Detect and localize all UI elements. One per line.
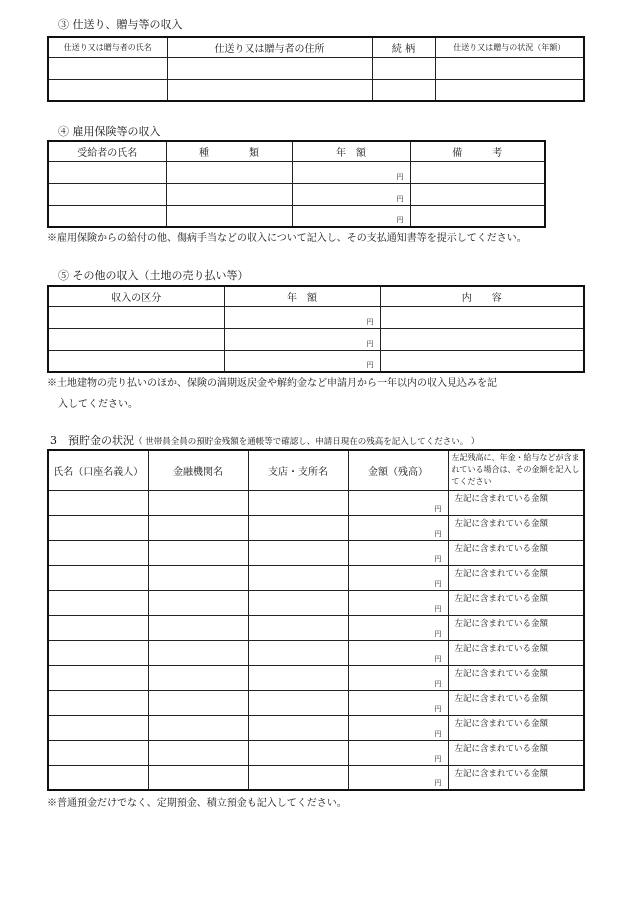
gifts-status-cell[interactable] bbox=[435, 57, 584, 79]
savings-bank-cell[interactable] bbox=[148, 540, 248, 565]
savings-balance-cell[interactable]: 円 bbox=[348, 690, 448, 715]
other-header-details: 内 容 bbox=[380, 286, 584, 306]
savings-balance-cell[interactable]: 円 bbox=[348, 540, 448, 565]
savings-holder-cell[interactable] bbox=[48, 515, 148, 540]
gifts-name-cell[interactable] bbox=[48, 79, 167, 101]
savings-bank-cell[interactable] bbox=[148, 690, 248, 715]
savings-branch-cell[interactable] bbox=[248, 690, 348, 715]
savings-branch-cell[interactable] bbox=[248, 640, 348, 665]
gifts-address-cell[interactable] bbox=[167, 57, 372, 79]
table-row bbox=[48, 306, 584, 328]
other-details-cell[interactable] bbox=[380, 350, 584, 372]
savings-included-cell[interactable]: 左記に含まれている金額 bbox=[448, 765, 584, 790]
savings-bank-cell[interactable] bbox=[148, 740, 248, 765]
savings-header-included: 左記残高に、年金・給与などが含まれている場合は、その金額を記入してください bbox=[448, 450, 584, 490]
ei-annual-cell[interactable]: 円 bbox=[292, 205, 410, 227]
gifts-address-cell[interactable] bbox=[167, 79, 372, 101]
savings-branch-cell[interactable] bbox=[248, 715, 348, 740]
table-row bbox=[48, 161, 545, 183]
savings-header-bank: 金融機関名 bbox=[148, 450, 248, 490]
savings-holder-cell[interactable] bbox=[48, 590, 148, 615]
table-row bbox=[48, 765, 584, 790]
savings-branch-cell[interactable] bbox=[248, 590, 348, 615]
employment-insurance-table bbox=[47, 140, 546, 228]
savings-balance-cell[interactable]: 円 bbox=[348, 615, 448, 640]
savings-balance-cell[interactable]: 円 bbox=[348, 765, 448, 790]
ei-annual-cell[interactable]: 円 bbox=[292, 183, 410, 205]
savings-branch-cell[interactable] bbox=[248, 515, 348, 540]
gifts-relation-cell[interactable] bbox=[372, 57, 435, 79]
other-category-cell[interactable] bbox=[48, 350, 224, 372]
savings-holder-cell[interactable] bbox=[48, 690, 148, 715]
savings-included-cell[interactable]: 左記に含まれている金額 bbox=[448, 640, 584, 665]
savings-bank-cell[interactable] bbox=[148, 640, 248, 665]
savings-bank-cell[interactable] bbox=[148, 715, 248, 740]
table-row bbox=[48, 183, 545, 205]
table-row bbox=[48, 690, 584, 715]
savings-title bbox=[50, 432, 479, 448]
gifts-header-relation: 続 柄 bbox=[372, 37, 435, 57]
savings-holder-cell[interactable] bbox=[48, 665, 148, 690]
other-annual-cell[interactable]: 円 bbox=[224, 350, 380, 372]
ei-recipient-cell[interactable] bbox=[48, 183, 166, 205]
savings-subtitle: （ 世帯員全員の預貯金残額を通帳等で確認し、申請日現在の残高を記入してください。 ） bbox=[134, 437, 480, 447]
savings-balance-cell[interactable]: 円 bbox=[348, 715, 448, 740]
ei-header-type: 種 類 bbox=[166, 141, 292, 161]
savings-header-branch: 支店・支所名 bbox=[248, 450, 348, 490]
savings-header-holder: 氏名（口座名義人） bbox=[48, 450, 148, 490]
other-category-cell[interactable] bbox=[48, 328, 224, 350]
savings-branch-cell[interactable] bbox=[248, 665, 348, 690]
savings-balance-cell[interactable]: 円 bbox=[348, 490, 448, 515]
ei-remarks-cell[interactable] bbox=[410, 161, 545, 183]
savings-branch-cell[interactable] bbox=[248, 615, 348, 640]
savings-balance-cell[interactable]: 円 bbox=[348, 640, 448, 665]
table-row bbox=[48, 328, 584, 350]
savings-included-cell[interactable]: 左記に含まれている金額 bbox=[448, 490, 584, 515]
savings-note: ※普通預金だけでなく、定期預金、積立預金も記入してください。 bbox=[47, 798, 347, 809]
table-row bbox=[48, 590, 584, 615]
table-row bbox=[48, 79, 584, 101]
table-row bbox=[48, 490, 584, 515]
other-income-note-line2: 入してください。 bbox=[58, 399, 138, 410]
savings-holder-cell[interactable] bbox=[48, 640, 148, 665]
savings-included-cell[interactable]: 左記に含まれている金額 bbox=[448, 615, 584, 640]
savings-bank-cell[interactable] bbox=[148, 490, 248, 515]
savings-bank-cell[interactable] bbox=[148, 565, 248, 590]
gifts-status-cell[interactable] bbox=[435, 79, 584, 101]
table-row bbox=[48, 715, 584, 740]
savings-title-main: 3 預貯金の状況 bbox=[50, 434, 134, 447]
other-details-cell[interactable] bbox=[380, 328, 584, 350]
ei-remarks-cell[interactable] bbox=[410, 205, 545, 227]
ei-header-annual: 年 額 bbox=[292, 141, 410, 161]
savings-bank-cell[interactable] bbox=[148, 665, 248, 690]
other-header-category: 収入の区分 bbox=[48, 286, 224, 306]
other-category-cell[interactable] bbox=[48, 306, 224, 328]
savings-included-cell[interactable]: 左記に含まれている金額 bbox=[448, 515, 584, 540]
savings-branch-cell[interactable] bbox=[248, 490, 348, 515]
savings-balance-cell[interactable]: 円 bbox=[348, 565, 448, 590]
savings-included-cell[interactable]: 左記に含まれている金額 bbox=[448, 690, 584, 715]
savings-branch-cell[interactable] bbox=[248, 540, 348, 565]
table-row bbox=[48, 57, 584, 79]
table-row bbox=[48, 205, 545, 227]
savings-bank-cell[interactable] bbox=[148, 590, 248, 615]
savings-holder-cell[interactable] bbox=[48, 615, 148, 640]
savings-balance-cell[interactable]: 円 bbox=[348, 515, 448, 540]
savings-holder-cell[interactable] bbox=[48, 540, 148, 565]
section-gifts-title: ③ 仕送り、贈与等の収入 bbox=[58, 18, 183, 31]
table-row bbox=[48, 565, 584, 590]
savings-included-cell[interactable]: 左記に含まれている金額 bbox=[448, 565, 584, 590]
savings-included-cell[interactable]: 左記に含まれている金額 bbox=[448, 590, 584, 615]
gifts-relation-cell[interactable] bbox=[372, 79, 435, 101]
savings-included-cell[interactable]: 左記に含まれている金額 bbox=[448, 740, 584, 765]
savings-branch-cell[interactable] bbox=[248, 765, 348, 790]
savings-included-cell[interactable]: 左記に含まれている金額 bbox=[448, 540, 584, 565]
savings-bank-cell[interactable] bbox=[148, 615, 248, 640]
savings-included-cell[interactable]: 左記に含まれている金額 bbox=[448, 665, 584, 690]
ei-annual-cell[interactable]: 円 bbox=[292, 161, 410, 183]
table-row bbox=[48, 540, 584, 565]
savings-holder-cell[interactable] bbox=[48, 490, 148, 515]
savings-balance-cell[interactable]: 円 bbox=[348, 665, 448, 690]
gifts-header-name: 仕送り又は贈与者の氏名 bbox=[48, 37, 167, 57]
ei-header-remarks: 備 考 bbox=[410, 141, 545, 161]
savings-table bbox=[47, 449, 585, 791]
ei-recipient-cell[interactable] bbox=[48, 205, 166, 227]
gifts-name-cell[interactable] bbox=[48, 57, 167, 79]
ei-type-cell[interactable] bbox=[166, 161, 292, 183]
savings-included-cell[interactable]: 左記に含まれている金額 bbox=[448, 715, 584, 740]
savings-branch-cell[interactable] bbox=[248, 565, 348, 590]
table-row bbox=[48, 615, 584, 640]
employment-insurance-note: ※雇用保険からの給付の他、傷病手当などの収入について記入し、その支払通知書等を提示してください。 bbox=[47, 233, 527, 244]
ei-type-cell[interactable] bbox=[166, 205, 292, 227]
savings-branch-cell[interactable] bbox=[248, 740, 348, 765]
table-row bbox=[48, 515, 584, 540]
gifts-header-status: 仕送り又は贈与の状況（年額） bbox=[435, 37, 584, 57]
other-details-cell[interactable] bbox=[380, 306, 584, 328]
table-row bbox=[48, 640, 584, 665]
table-row bbox=[48, 740, 584, 765]
savings-bank-cell[interactable] bbox=[148, 765, 248, 790]
savings-balance-cell[interactable]: 円 bbox=[348, 590, 448, 615]
savings-holder-cell[interactable] bbox=[48, 740, 148, 765]
savings-holder-cell[interactable] bbox=[48, 765, 148, 790]
section-other-income-title: ⑤ その他の収入（土地の売り払い等） bbox=[58, 269, 249, 282]
gifts-header-address: 仕送り又は贈与者の住所 bbox=[167, 37, 372, 57]
table-row bbox=[48, 350, 584, 372]
other-annual-cell[interactable]: 円 bbox=[224, 328, 380, 350]
ei-remarks-cell[interactable] bbox=[410, 183, 545, 205]
savings-header-balance: 金額（残高） bbox=[348, 450, 448, 490]
other-income-note-line1: ※土地建物の売り払いのほか、保険の満期返戻金や解約金など申請月から一年以内の収入見込みを記 bbox=[47, 378, 497, 389]
savings-bank-cell[interactable] bbox=[148, 515, 248, 540]
other-annual-cell[interactable]: 円 bbox=[224, 306, 380, 328]
savings-balance-cell[interactable]: 円 bbox=[348, 740, 448, 765]
gifts-table bbox=[47, 36, 585, 102]
ei-recipient-cell[interactable] bbox=[48, 161, 166, 183]
savings-holder-cell[interactable] bbox=[48, 565, 148, 590]
other-header-annual: 年 額 bbox=[224, 286, 380, 306]
savings-holder-cell[interactable] bbox=[48, 715, 148, 740]
table-row bbox=[48, 665, 584, 690]
other-income-table bbox=[47, 285, 585, 373]
section-employment-insurance-title: ④ 雇用保険等の収入 bbox=[58, 125, 161, 138]
ei-header-recipient: 受給者の氏名 bbox=[48, 141, 166, 161]
ei-type-cell[interactable] bbox=[166, 183, 292, 205]
